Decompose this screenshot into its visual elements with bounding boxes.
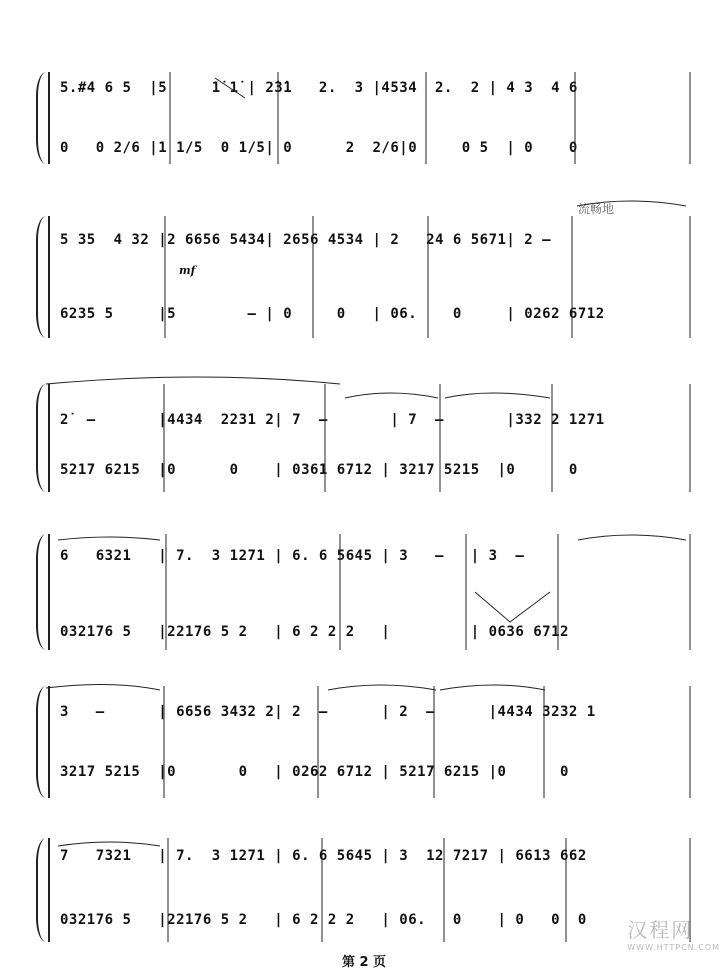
slur-arc <box>345 393 438 398</box>
arrow-icon <box>475 592 550 622</box>
lower-voice: 032176 5 |22176 5 2 | 6 2 2 2 | | 0636 6712 <box>60 624 569 640</box>
watermark-text: 汉程网 <box>627 918 694 942</box>
slur-arc <box>46 377 340 384</box>
lower-voice: 0 0 2/6 |1 1/5 0 1/5| 0 2 2/6|0 0 5 | 0 0 <box>60 140 578 156</box>
slur-arc <box>440 685 545 690</box>
slur-arc <box>328 685 436 690</box>
lower-voice: 6235 5 |5 — | 0 0 | 06. 0 | 0262 6712 <box>60 306 605 322</box>
slur-arc <box>445 393 550 398</box>
slur-arc <box>578 535 686 540</box>
tempo-marking: 流畅地 <box>578 202 615 216</box>
slur-arc <box>58 537 160 540</box>
lower-voice: 5217 6215 |0 0 | 0361 6712 | 3217 5215 |0 0 <box>60 462 578 478</box>
lower-voice: 032176 5 |22176 5 2 | 6 2 2 2 | 06. 0 | 0 0 0 <box>60 912 587 928</box>
lower-voice: 3217 5215 |0 0 | 0262 6712 | 5217 6215 |0 0 <box>60 764 569 780</box>
upper-voice: 7 7321 | 7. 3 1271 | 6. 6 5645 | 3 12 7217 | 6613 662 <box>60 848 587 864</box>
watermark <box>627 914 720 952</box>
watermark-url: WWW.HTTPCN.COM <box>627 943 720 952</box>
upper-voice: 5.#4 6 5 |5 1̇ 1̇ | 2̇3̇1 2. 3 |4534 2. 2 | 4 3 4 6 <box>60 80 578 96</box>
slur-arc <box>577 201 686 206</box>
upper-voice: 3 — | 6656 3432 2| 2 — | 2 — |4434 3232 1 <box>60 704 596 720</box>
dynamic-marking: mf <box>179 264 196 277</box>
slur-arc <box>58 842 160 846</box>
slur-arc <box>46 684 160 690</box>
upper-voice: 6 6321 | 7. 3 1271 | 6. 6 5645 | 3 — | 3 — <box>60 548 525 564</box>
arrow-slide-icon <box>215 78 245 98</box>
upper-voice: 2̇ — |4434 2231 2| 7 — | 7 — |332 2 1271 <box>60 412 605 428</box>
page-number: 第 2 页 <box>341 955 387 970</box>
barlines <box>164 72 690 942</box>
upper-voice: 5 35 4 32 |2 6656 5434| 2656 4534 | 2 24 6 5671| 2 — <box>60 232 552 248</box>
